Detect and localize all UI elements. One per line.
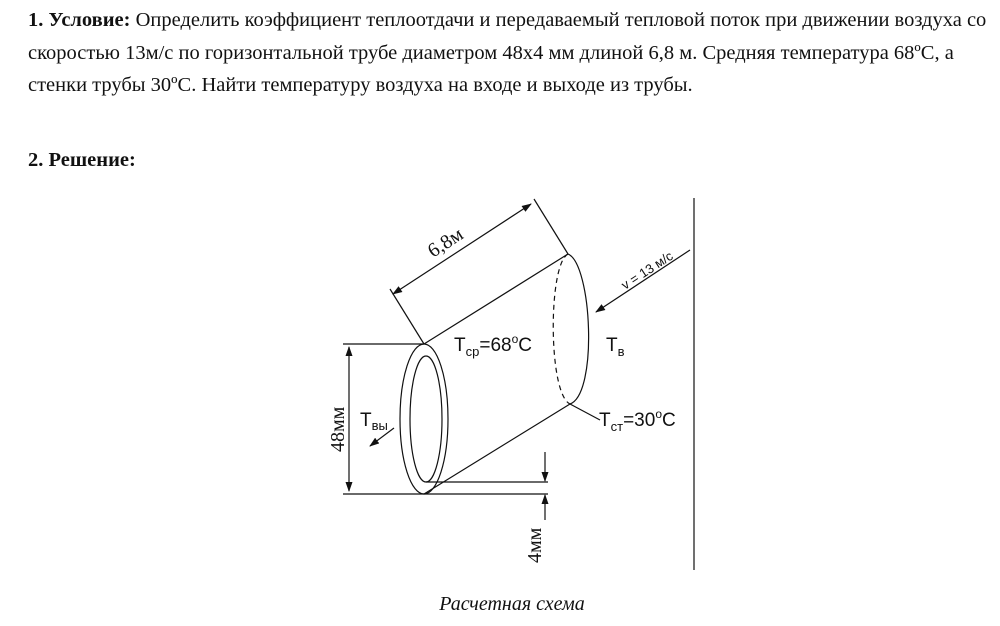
length-label: 6,8м (423, 223, 468, 263)
problem-text: Определить коэффициент теплоотдачи и передаваемый тепловой поток при движении воздуха со скоростью 13м/с по горизонтальной трубе диаметром 48х4 мм длиной 6,8 м. Средняя температура 68ºС, а стенки трубы 30ºС. Найти температуру воздуха на входе и выходе из трубы. (28, 9, 987, 96)
velocity-label: v = 13 м/с (618, 248, 676, 293)
diagram-caption: Расчетная схема (439, 593, 585, 615)
t-wall-label: $T_{ст}=30^oC$ (599, 407, 676, 434)
pipe-inlet-outer (400, 344, 448, 494)
pipe-inlet-inner (410, 356, 442, 482)
length-extension-left (390, 289, 424, 344)
diameter-label: 48мм (327, 406, 349, 452)
pipe-top-edge (424, 254, 568, 344)
t-wall-leader (570, 404, 600, 420)
pipe-outlet-hidden-edge (553, 254, 570, 404)
t-out-label: $T_{вы}$ (360, 410, 388, 433)
pipe-outlet-visible-edge (568, 254, 589, 404)
problem-heading: 1. Условие: (28, 9, 131, 31)
wall-thickness-label: 4мм (524, 527, 546, 563)
solution-heading: 2. Решение: (28, 149, 136, 171)
length-dimension-line (393, 204, 531, 294)
t-in-label: $T_в$ (606, 335, 625, 359)
t-mean-label: $T_{ср}=68^oC$ (454, 332, 532, 359)
length-extension-right (534, 199, 568, 254)
